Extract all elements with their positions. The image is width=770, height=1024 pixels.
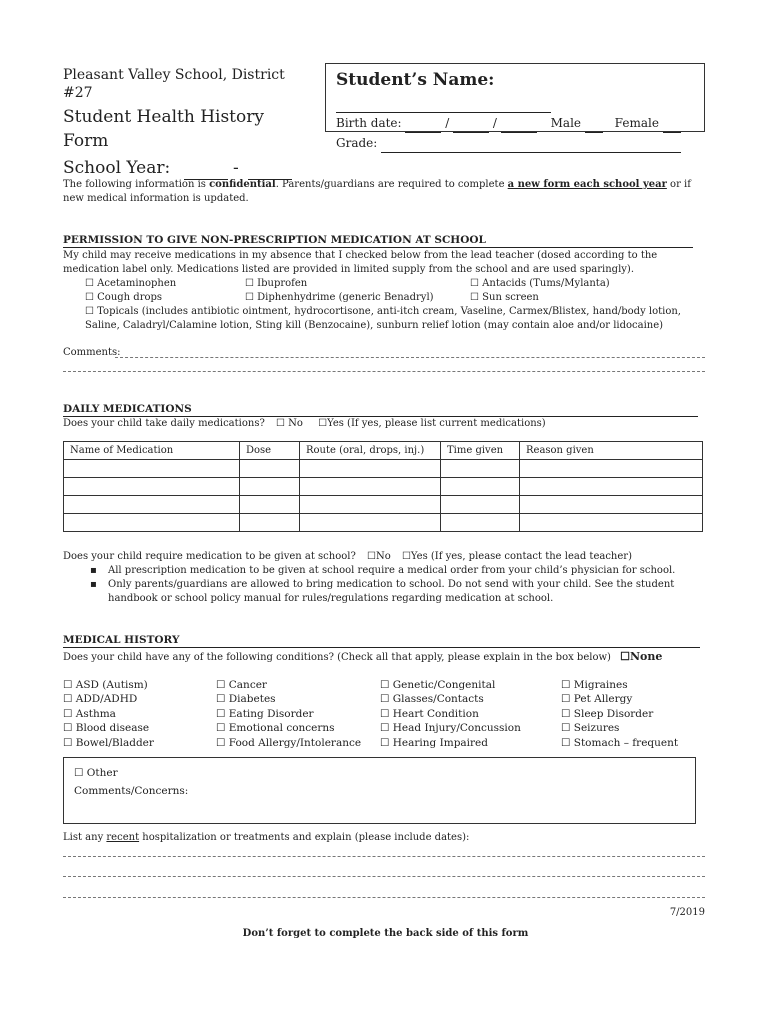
table-row (64, 514, 703, 532)
hospitalization-line[interactable] (63, 855, 705, 857)
table-header-row (64, 442, 703, 460)
checkbox-icon[interactable]: ☐ (561, 679, 571, 691)
option-label: No (288, 418, 303, 429)
table-cell[interactable] (240, 496, 300, 514)
district-name: Pleasant Valley School, District #27 (63, 67, 285, 101)
checkbox-icon[interactable]: ☐ (63, 693, 73, 706)
checkbox-icon[interactable]: ☐ (470, 278, 479, 289)
daily-no-option[interactable] (276, 418, 303, 429)
checkbox-icon[interactable]: ☐ (561, 736, 571, 749)
condition-label: Heart Condition (392, 707, 479, 720)
intro-suffix: or if new medical information is updated. (63, 179, 691, 204)
checkbox-icon[interactable]: ☐ (561, 722, 571, 735)
school-year-row (63, 156, 313, 180)
condition-item[interactable] (216, 721, 361, 735)
daily-medications-question (63, 417, 703, 431)
otc-label: Acetaminophen (97, 278, 177, 289)
condition-label: Stomach – frequent (573, 736, 679, 749)
condition-item[interactable] (63, 736, 154, 750)
permission-section-title: PERMISSION TO GIVE NON-PRESCRIPTION MEDICATION AT SCHOOL (63, 233, 693, 248)
checkbox-icon[interactable]: ☐ (63, 722, 73, 735)
checkbox-icon[interactable]: ☐ (216, 707, 226, 720)
condition-item[interactable] (380, 736, 521, 750)
table-cell[interactable] (64, 478, 240, 496)
permission-text: My child may receive medications in my absence that I checked below from the lead teacher (dosed according to the medication label only. Medications listed are provided in limited supply from the school and are used sparingly). (63, 250, 658, 275)
table-cell[interactable] (300, 514, 441, 532)
condition-item[interactable] (561, 678, 678, 692)
checkbox-icon[interactable]: ☐ (367, 551, 376, 562)
condition-label: ADD/ADHD (75, 693, 138, 706)
otc-cough-drops[interactable] (85, 291, 162, 305)
table-row (64, 496, 703, 514)
condition-item[interactable] (561, 692, 678, 706)
intro-paragraph (63, 178, 703, 206)
otc-label: Ibuprofen (257, 278, 308, 289)
option-label: No (375, 551, 391, 562)
form-title: Student Health History Form (63, 107, 264, 151)
condition-item[interactable] (380, 707, 521, 721)
condition-item[interactable] (63, 692, 154, 706)
condition-label: Diabetes (228, 693, 276, 706)
school-yes-option[interactable] (402, 551, 632, 562)
checkbox-icon[interactable]: ☐ (561, 707, 571, 720)
intro-mid: . Parents/guardians are required to complete (275, 179, 508, 190)
table-cell[interactable] (240, 514, 300, 532)
condition-label: Hearing Impaired (392, 736, 488, 749)
intro-new-form: a new form each school year (507, 179, 667, 190)
checkbox-icon[interactable]: ☐ (318, 418, 328, 429)
checkbox-icon[interactable]: ☐ (470, 292, 479, 303)
conditions-column-3 (380, 678, 521, 750)
table-cell[interactable] (64, 460, 240, 478)
option-label: None (629, 650, 663, 663)
checkbox-icon[interactable]: ☐ (380, 736, 390, 749)
option-label: Yes (If yes, please list current medications) (327, 418, 546, 429)
table-cell[interactable] (520, 496, 703, 514)
conditions-column-2 (216, 678, 361, 750)
otc-antacids[interactable] (470, 277, 610, 291)
birth-day-field[interactable] (453, 120, 489, 133)
grade-field[interactable] (381, 140, 681, 153)
checkbox-icon[interactable]: ☐ (401, 551, 411, 562)
condition-label: Pet Allergy (573, 693, 633, 706)
condition-label: Genetic/Congenital (392, 679, 496, 691)
condition-item[interactable] (216, 678, 361, 692)
birth-separator: / (445, 116, 450, 130)
condition-label: ASD (Autism) (75, 679, 148, 691)
student-name-label: Student’s Name: (336, 70, 495, 90)
condition-item[interactable] (216, 707, 361, 721)
otc-ibuprofen[interactable] (245, 277, 307, 291)
conditions-question (63, 650, 708, 665)
checkbox-icon[interactable]: ☐ (74, 767, 84, 779)
column-header: Dose (240, 442, 300, 460)
school-no-option[interactable] (367, 551, 391, 562)
table-cell[interactable] (240, 478, 300, 496)
otc-label: Diphenhydrime (generic Benadryl) (257, 292, 434, 303)
condition-label: Sleep Disorder (573, 707, 654, 720)
checkbox-icon[interactable]: ☐ (216, 693, 226, 706)
checkbox-icon[interactable]: ☐ (245, 278, 254, 289)
checkbox-icon[interactable]: ☐ (380, 707, 390, 720)
condition-item[interactable] (380, 721, 521, 735)
condition-label: Blood disease (75, 722, 150, 735)
condition-label: Seizures (573, 722, 620, 735)
birth-year-field[interactable] (501, 120, 537, 133)
other-comments-box[interactable] (63, 757, 696, 824)
daily-yes-option[interactable] (318, 418, 546, 429)
birth-separator: / (492, 116, 497, 130)
school-question-text: Does your child require medication to be given at school? (63, 551, 356, 562)
condition-label: Bowel/Bladder (75, 736, 154, 749)
school-year-label: School Year: (63, 158, 171, 178)
hosp-recent: recent (106, 832, 140, 843)
otc-label: Antacids (Tums/Mylanta) (482, 278, 610, 289)
male-label: Male (550, 116, 582, 130)
table-cell[interactable] (520, 514, 703, 532)
option-label: Yes (If yes, please contact the lead teacher) (410, 551, 632, 562)
checkbox-icon[interactable]: ☐ (380, 722, 390, 735)
daily-medications-title: DAILY MEDICATIONS (63, 402, 698, 417)
otc-topicals[interactable] (85, 305, 695, 333)
checkbox-icon[interactable]: ☐ (63, 707, 73, 720)
checkbox-icon[interactable]: ☐ (380, 679, 390, 691)
condition-label: Migraines (573, 679, 628, 691)
comments-label: Comments: (63, 347, 121, 358)
table-cell[interactable] (300, 496, 441, 514)
table-cell[interactable] (64, 514, 240, 532)
hospitalization-line[interactable] (63, 896, 705, 898)
comments-line[interactable] (115, 356, 705, 358)
checkbox-icon[interactable]: ☐ (85, 292, 94, 303)
intro-prefix: The following information is (63, 179, 210, 190)
otc-label: Sun screen (482, 292, 539, 303)
condition-item[interactable] (380, 678, 521, 692)
condition-item[interactable] (380, 692, 521, 706)
condition-label: Cancer (228, 679, 267, 691)
condition-label: Eating Disorder (228, 707, 314, 720)
form-header (63, 66, 313, 180)
condition-item[interactable] (63, 678, 154, 692)
medication-rules-list (63, 564, 708, 606)
condition-item[interactable] (561, 721, 678, 735)
other-option[interactable] (74, 764, 685, 782)
column-header: Name of Medication (64, 442, 240, 460)
otc-label: Cough drops (97, 292, 163, 303)
school-year-separator: - (233, 158, 239, 178)
table-cell[interactable] (240, 460, 300, 478)
checkbox-icon[interactable]: ☐ (85, 306, 94, 317)
otc-label: Topicals (includes antibiotic ointment, hydrocortisone, anti-itch cream, Vaseline, Carmex/Blistex, hand/body lotion, Saline, Caladryl/Calamine lotion, Sting kill (Benzocaine), sunburn relief lotion (may contain aloe and/or lidocaine) (85, 306, 681, 331)
none-option[interactable] (620, 650, 662, 663)
checkbox-icon[interactable]: ☐ (380, 693, 390, 706)
conditions-question-text: Does your child have any of the following conditions? (Check all that apply, please explain in the box below) (63, 652, 611, 663)
hospitalization-prompt (63, 831, 708, 845)
condition-item[interactable] (216, 736, 361, 750)
revision-date: 7/2019 (669, 907, 705, 918)
hosp-suffix: hospitalization or treatments and explain (please include dates): (139, 832, 470, 843)
list-item: ▪ Only parents/guardians are allowed to bring medication to school. Do not send with your child. See the student handbook or school policy manual for rules/regulations regarding medication at school. (108, 578, 708, 606)
condition-label: Asthma (75, 707, 116, 720)
checkbox-icon[interactable]: ☐ (561, 693, 571, 706)
condition-label: Head Injury/Concussion (392, 722, 521, 735)
student-info-box (325, 63, 705, 150)
female-label: Female (614, 116, 659, 130)
hospitalization-line[interactable] (63, 875, 705, 877)
option-label: Other (86, 767, 118, 779)
column-header: Time given (441, 442, 520, 460)
checkbox-icon[interactable]: ☐ (245, 292, 254, 303)
student-name-field[interactable] (336, 98, 551, 113)
checkbox-icon[interactable]: ☐ (85, 278, 94, 289)
intro-confidential: confidential (209, 179, 276, 190)
female-field[interactable] (663, 120, 681, 133)
table-cell[interactable] (441, 460, 520, 478)
condition-item[interactable] (561, 736, 678, 750)
table-row (64, 478, 703, 496)
daily-question-text: Does your child take daily medications? (63, 418, 265, 429)
checkbox-icon[interactable]: ☐ (620, 650, 630, 663)
list-item: ▪ All prescription medication to be given at school require a medical order from your child’s physician for school. (108, 564, 708, 578)
conditions-column-4 (561, 678, 678, 750)
condition-item[interactable] (561, 707, 678, 721)
otc-sun-screen[interactable] (470, 291, 539, 305)
otc-diphenhydramine[interactable] (245, 291, 434, 305)
table-cell[interactable] (300, 478, 441, 496)
condition-item[interactable] (63, 721, 154, 735)
school-medication-question (63, 550, 708, 606)
table-row (64, 460, 703, 478)
checkbox-icon[interactable]: ☐ (216, 679, 226, 691)
table-cell[interactable] (64, 496, 240, 514)
condition-item[interactable] (63, 707, 154, 721)
medical-history-title: MEDICAL HISTORY (63, 633, 700, 648)
table-cell[interactable] (520, 478, 703, 496)
comments-line[interactable] (63, 370, 705, 372)
medications-table (63, 441, 703, 532)
comments-concerns-label: Comments/Concerns: (74, 785, 189, 797)
conditions-column-1 (63, 678, 154, 750)
condition-label: Glasses/Contacts (392, 693, 484, 706)
checkbox-icon[interactable]: ☐ (216, 722, 226, 735)
birth-month-field[interactable] (405, 120, 441, 133)
column-header: Reason given (520, 442, 703, 460)
table-cell[interactable] (520, 460, 703, 478)
grade-label: Grade: (336, 136, 378, 150)
condition-item[interactable] (216, 692, 361, 706)
condition-label: Food Allergy/Intolerance (228, 736, 362, 749)
condition-label: Emotional concerns (228, 722, 335, 735)
otc-acetaminophen[interactable] (85, 277, 176, 291)
checkbox-icon[interactable]: ☐ (276, 418, 285, 429)
table-cell[interactable] (441, 478, 520, 496)
male-field[interactable] (585, 120, 603, 133)
checkbox-icon[interactable]: ☐ (63, 679, 73, 691)
back-side-reminder: Don’t forget to complete the back side of this form (242, 928, 529, 939)
checkbox-icon[interactable]: ☐ (63, 736, 73, 749)
birth-date-label: Birth date: (336, 116, 402, 130)
table-cell[interactable] (441, 496, 520, 514)
column-header: Route (oral, drops, inj.) (300, 442, 441, 460)
checkbox-icon[interactable]: ☐ (216, 736, 226, 749)
table-cell[interactable] (300, 460, 441, 478)
hosp-prefix: List any (63, 832, 107, 843)
table-cell[interactable] (441, 514, 520, 532)
